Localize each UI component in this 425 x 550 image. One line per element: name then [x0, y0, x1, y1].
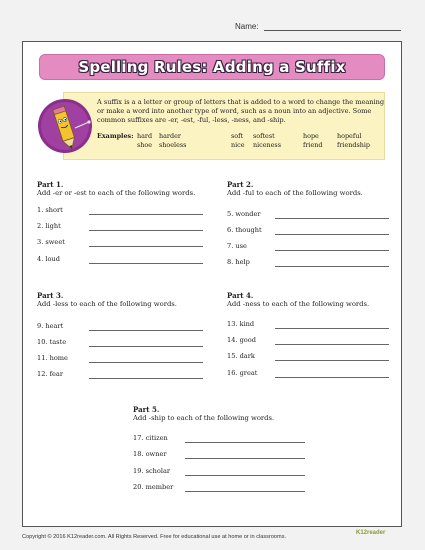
part-5-title: Part 5. [133, 405, 160, 414]
part-1-instructions: Add -er or -est to each of the following words. [37, 189, 196, 197]
word-item: 11. home [37, 354, 68, 362]
answer-line[interactable] [89, 378, 203, 379]
word-item: 19. scholar [133, 467, 171, 475]
word-item: 6. thought [227, 226, 262, 234]
examples-label: Examples: [97, 132, 134, 140]
page-title: Spelling Rules: Adding a Suffix [78, 58, 346, 76]
answer-line[interactable] [275, 328, 389, 329]
answer-line[interactable] [185, 475, 305, 476]
name-field [235, 22, 401, 31]
example-base: nice [231, 141, 245, 149]
word-item: 20. member [133, 483, 174, 491]
part-2-instructions: Add -ful to each of the following words. [227, 189, 363, 197]
example-suffixed: hopeful [337, 132, 362, 140]
word-item: 10. taste [37, 338, 67, 346]
example-suffixed: niceness [253, 141, 281, 149]
word-item: 8. help [227, 258, 250, 266]
example-suffixed: harder [159, 132, 181, 140]
answer-line[interactable] [89, 263, 203, 264]
example-base: hard [137, 132, 153, 140]
answer-line[interactable] [89, 230, 203, 231]
name-line[interactable] [264, 22, 401, 31]
answer-line[interactable] [185, 442, 305, 443]
word-item: 16. great [227, 369, 258, 377]
word-item: 2. light [37, 222, 61, 230]
example-base: soft [231, 132, 244, 140]
example-suffixed: softest [253, 132, 275, 140]
pencil-mascot-icon [37, 98, 93, 154]
answer-line[interactable] [185, 491, 305, 492]
word-item: 3. sweet [37, 238, 65, 246]
answer-line[interactable] [275, 234, 389, 235]
word-item: 4. loud [37, 255, 60, 263]
word-item: 7. use [227, 242, 247, 250]
answer-line[interactable] [89, 246, 203, 247]
title-banner [39, 54, 385, 80]
example-suffixed: friendship [337, 141, 370, 149]
answer-line[interactable] [275, 344, 389, 345]
name-label: Name: [235, 22, 259, 31]
answer-line[interactable] [275, 377, 389, 378]
example-suffixed: shoeless [159, 141, 187, 149]
word-item: 12. fear [37, 370, 64, 378]
part-2-title: Part 2. [227, 180, 254, 189]
copyright-footer: Copyright © 2016 K12reader.com. All Rights Reserved. Free for educational use at home or in classrooms. [22, 534, 287, 540]
word-item: 9. heart [37, 322, 64, 330]
part-3-title: Part 3. [37, 291, 64, 300]
answer-line[interactable] [275, 266, 389, 267]
answer-line[interactable] [89, 214, 203, 215]
word-item: 1. short [37, 206, 63, 214]
word-item: 15. dark [227, 352, 255, 360]
word-item: 5. wonder [227, 210, 261, 218]
part-4-instructions: Add -ness to each of the following words. [227, 300, 370, 308]
example-base: friend [303, 141, 323, 149]
word-item: 17. citizen [133, 434, 168, 442]
word-item: 13. kind [227, 320, 255, 328]
example-base: hope [303, 132, 319, 140]
answer-line[interactable] [185, 458, 305, 459]
part-3-instructions: Add -less to each of the following words. [37, 300, 177, 308]
answer-line[interactable] [275, 218, 389, 219]
answer-line[interactable] [89, 346, 203, 347]
example-base: shoe [137, 141, 153, 149]
suffix-definition: A suffix is a a letter or group of letters that is added to a word to change the meaning or make a word into another type of word, such as a noun into an adjective. Some common suffixes are -er, -est, -ful, -less, -ness, and -ship. [97, 98, 385, 124]
part-5-instructions: Add -ship to each of the following words. [133, 414, 275, 422]
answer-line[interactable] [275, 360, 389, 361]
word-item: 14. good [227, 336, 256, 344]
word-item: 18. owner [133, 450, 167, 458]
worksheet [22, 41, 402, 527]
k12reader-logo: K12reader [356, 530, 386, 536]
part-4-title: Part 4. [227, 291, 254, 300]
answer-line[interactable] [89, 362, 203, 363]
answer-line[interactable] [89, 330, 203, 331]
answer-line[interactable] [275, 250, 389, 251]
part-1-title: Part 1. [37, 180, 64, 189]
